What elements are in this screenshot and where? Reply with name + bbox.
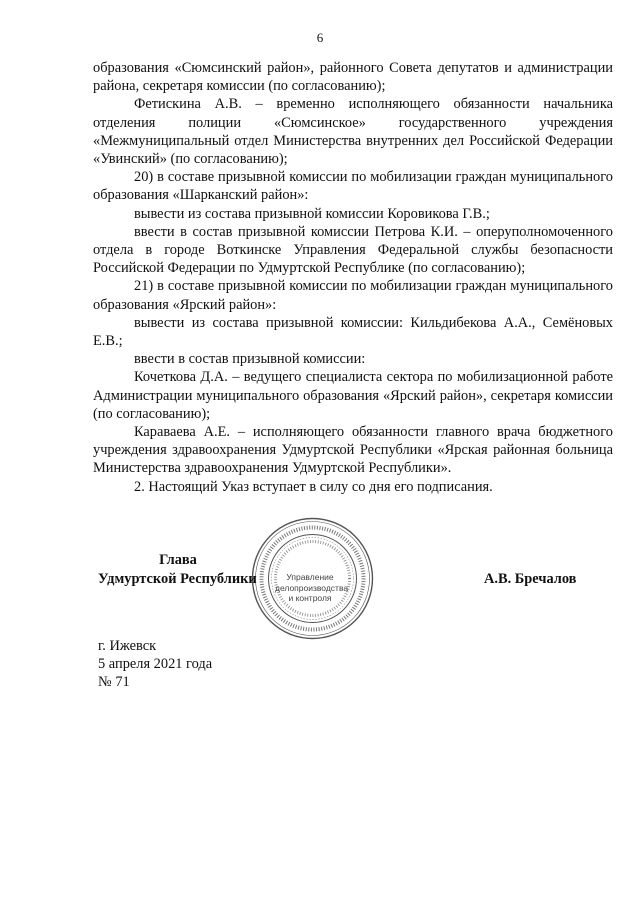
paragraph: Кочеткова Д.А. – ведущего специалиста сектора по мобилизационной работе Администрации муниципального образования «Ярский район», секретаря комиссии (по согласованию); [93,369,613,422]
paragraph: Караваева А.Е. – исполняющего обязанности главного врача бюджетного учреждения здравоохранения Удмуртской Республики «Ярская районная больница Министерства здравоохранения Удмуртской Республики». [93,424,613,477]
footer-city: г. Ижевск [98,638,157,654]
paragraph: Фетискина А.В. – временно исполняющего обязанности начальника отделения полиции «Сюмсинское» государственного учреждения «Межмуниципальный отдел Министерства внутренних дел Российской Федерации «Увинский» (по согласованию); [93,96,613,168]
paragraph: вывести из состава призывной комиссии Коровикова Г.В.; [134,205,490,222]
paragraph: вывести из состава призывной комиссии: Кильдибекова А.А., Семёновых Е.В.; [93,314,613,350]
seal-text: Управление делопроизводства и контроля [275,572,349,603]
paragraph: образования «Сюмсинский район», районного Совета депутатов и администрации района, секретаря комиссии (по согласованию); [93,60,613,95]
page-number: 6 [316,30,324,45]
footer-date: 5 апреля 2021 года [98,656,213,672]
paragraph: 2. Настоящий Указ вступает в силу со дня его подписания. [134,478,493,495]
paragraph: 21) в составе призывной комиссии по мобилизации граждан муниципального образования «Ярский район»: [93,278,613,313]
paragraph: 20) в составе призывной комиссии по мобилизации граждан муниципального образования «Шарканский район»: [93,169,613,204]
paragraph: ввести в состав призывной комиссии Петрова К.И. – оперуполномоченного отдела в городе Воткинске Управления Федеральной службы безопасности Российской Федерации по Удмуртской Республике (по согласованию); [93,223,613,277]
document-number: № 71 [98,674,130,690]
signatory-name: А.В. Бречалов [484,571,577,587]
signatory-title-region: Удмуртской Республики [98,571,257,587]
paragraph: ввести в состав призывной комиссии: [134,351,366,368]
signatory-title: Глава [159,552,197,568]
